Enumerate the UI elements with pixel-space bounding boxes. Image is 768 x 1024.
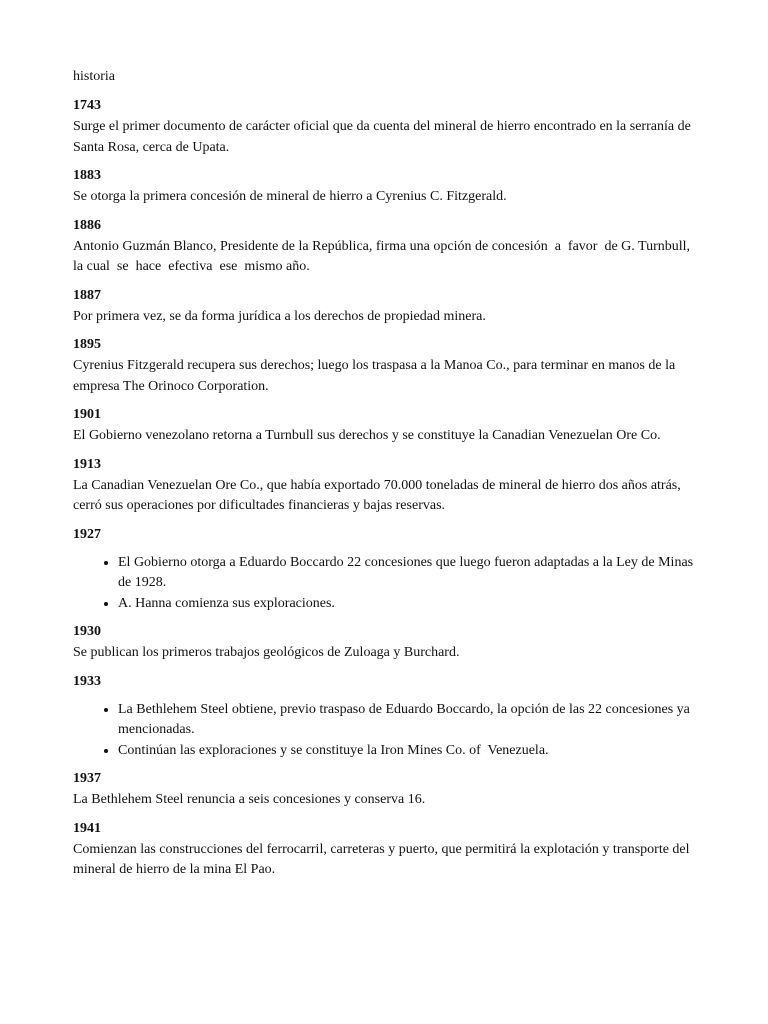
bullet-item: • A. Hanna comienza sus exploraciones.: [118, 594, 698, 615]
entry-year: 1941: [73, 820, 101, 836]
timeline-entry: [73, 672, 698, 762]
entry-text: El Gobierno venezolano retorna a Turnbull sus derechos y se constituye la Canadian Venezuelan Ore Co.: [73, 428, 661, 443]
entry-year: 1913: [73, 456, 101, 472]
entry-year: 1743: [73, 98, 101, 113]
timeline-entry: [73, 216, 698, 278]
entry-year: 1930: [73, 624, 101, 639]
entry-year: 1933: [73, 673, 101, 689]
entry-text: Se otorga la primera concesión de mineral de hierro a Cyrenius C. Fitzgerald.: [73, 189, 507, 204]
entry-text: La Canadian Venezuelan Ore Co., que había exportado 70.000 toneladas de mineral de hierro dos años atrás, cerró sus operaciones por dificultades financieras y bajas reservas.: [73, 477, 681, 513]
bullet-item: • Continúan las exploraciones y se constituye la Iron Mines Co. of Venezuela.: [118, 741, 698, 762]
bullet-list: [73, 553, 698, 615]
timeline-entry: [73, 525, 698, 615]
timeline-entry: [73, 166, 698, 208]
entry-year: 1886: [73, 217, 101, 233]
timeline-entry: [73, 819, 698, 881]
timeline-entry: [73, 769, 698, 811]
entry-year: 1887: [73, 287, 101, 303]
entry-text: Por primera vez, se da forma jurídica a los derechos de propiedad minera.: [73, 308, 486, 324]
entry-text: Antonio Guzmán Blanco, Presidente de la República, firma una opción de concesión a favor de G. Turnbull, la cual se hace efectiva ese mismo año.: [73, 238, 698, 274]
document-heading: historia: [73, 69, 115, 84]
entry-year: 1937: [73, 771, 101, 786]
timeline-entry: [73, 455, 698, 517]
entry-year: 1883: [73, 168, 101, 183]
entry-text: Comienzan las construcciones del ferrocarril, carreteras y puerto, que permitirá la explotación y transporte del mineral de hierro de la mina El Pao.: [73, 841, 690, 877]
entry-text: Cyrenius Fitzgerald recupera sus derechos; luego los traspasa a la Manoa Co., para terminar en manos de la empresa The Orinoco Corporation.: [73, 358, 676, 394]
timeline: [73, 96, 698, 889]
entry-year: 1901: [73, 407, 101, 422]
bullet-list: [73, 700, 698, 762]
timeline-entry: [73, 286, 698, 328]
bullet-item: • El Gobierno otorga a Eduardo Boccardo 22 concesiones que luego fueron adaptadas a la Ley de Minas de 1928.: [118, 553, 698, 594]
entry-year: 1927: [73, 526, 101, 542]
timeline-entry: [73, 622, 698, 664]
bullet-item: • La Bethlehem Steel obtiene, previo traspaso de Eduardo Boccardo, la opción de las 22 concesiones ya mencionadas.: [118, 700, 698, 741]
entry-text: La Bethlehem Steel renuncia a seis concesiones y conserva 16.: [73, 792, 426, 807]
entry-text: Se publican los primeros trabajos geológicos de Zuloaga y Burchard.: [73, 645, 460, 660]
timeline-entry: [73, 96, 698, 158]
timeline-entry: [73, 335, 698, 397]
entry-year: 1895: [73, 337, 101, 352]
entry-text: Surge el primer documento de carácter oficial que da cuenta del mineral de hierro encontrado en la serranía de Santa Rosa, cerca de Upata.: [73, 119, 691, 155]
timeline-entry: [73, 405, 698, 447]
